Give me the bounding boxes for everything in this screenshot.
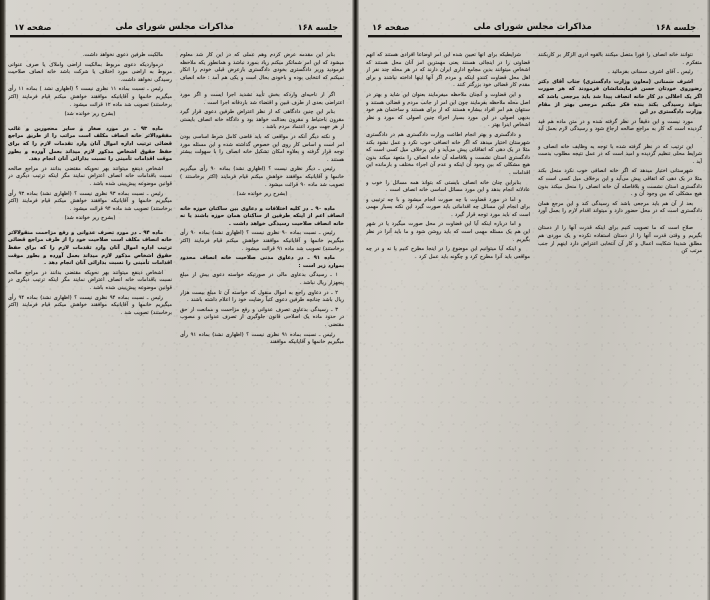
article-heading: ماده ۹۰ ـ در کلیه اختلافات و دعاوی بین ساکنان حوزه خانه انصاف اعم از اینکه طرفین از ساکنان همان حوزه باشند یا نه خانه انصاف صلاحیت رسیدگی خواهد داشت . bbox=[180, 205, 344, 227]
body-paragraph: و اینکه آیا میتوانیم این موضوع را در اینجا مطرح کنیم یا نه و در چه مواقعی باید آنرا مطرح کرد و چگونه باید عمل کرد . bbox=[366, 246, 530, 260]
book-gutter bbox=[352, 0, 359, 600]
page-left-header-rule bbox=[10, 35, 342, 37]
speaker-paragraph: رئیس ـ نسبت بماده ۹۴ نظری نیست ؟ (اظهاری نشد) بماده ۹۴ رأی میگیریم خانمها و آقایانیکه موافقند خواهش میکنم قیام فرمایند (اکثر برخاستند) تصویب شد . bbox=[8, 294, 172, 316]
body-paragraph: اگر از ناحیه‌ای واردکه بخش تأیید تشدید اجرا ایست و اگر مورد اعتراضی بعدی از طرف قبین و اقتضاء شد بازدقانه اجرا است . bbox=[180, 91, 344, 106]
page-right-header-rule bbox=[368, 35, 700, 37]
numbered-item: ۲ ـ در دعاوی راجع به اموال منقول که خواسته آن تا مبلغ بیست هزار ریال باشد چنانچه طرفین دعوی کتباً رضایت خود را اعلام داشته باشند . bbox=[180, 289, 344, 304]
text-column bbox=[538, 52, 702, 592]
body-paragraph: بعد از آن هم باید مرجعی باشد که رسیدگی کند و این مرجع همان دادگستری است که در محل حضور دارد و میتواند اقدام لازم را بعمل آورد . bbox=[538, 200, 702, 222]
page-right-page-label: صفحه ۱۶ bbox=[372, 22, 410, 32]
speaker-paragraph: رئیس ـ نسبت بماده ۹۳ نظری نیست ؟ (اظهاری نشد) بماده ۹۳ رأی میگیریم خانمها و آقایانیکه موافقند خواهش میکنم قیام فرمایند (اکثر برخاستند) تصویب شد ماده ۹۴ قرائت میشود . bbox=[8, 190, 172, 212]
stage-direction: (بشرح زیر خوانده شد) bbox=[64, 215, 116, 222]
page-right bbox=[358, 0, 710, 600]
scan-edge-left bbox=[0, 0, 6, 600]
speaker-paragraph: رئیس ـ نسبت بماده ۱۱ نظری نیست ؟ (اظهاری نشد ) بماده ۱۱ رأی میگیریم خانمها و آقایانیکه موافقند خواهش میکنم قیام فرمایند (اکثر برخاستند) تصویب شد ماده ۱۲ قرائت میشود . bbox=[8, 86, 172, 108]
body-paragraph: درمواردیکه دعوی مربوط بمالکیت اراضی واملاک یا صرف عنوانی مربوط به اراضی مورد اختلاف یا شرکت باشد خانه انصاف صلاحیت رسیدگی نخواهد داشت. bbox=[8, 61, 172, 83]
article-heading: ماده ۹۱ ـ در دعاوی مدنی صلاحیت خانه انصاف محدود بموارد زیر است : bbox=[180, 255, 344, 269]
text-column bbox=[180, 52, 344, 592]
body-paragraph: نتوانند خانه انصاف را فوراً متصل میکنند بالقوه ادری الزگار بر کاربکنند متفکرم . bbox=[538, 52, 702, 66]
body-paragraph: مالکیت طرفین دعوی نخواهد داشت. bbox=[82, 52, 163, 58]
body-paragraph: و اما در مورد قضاوت با چه صورت انجام میشود و با چه ترتیبی و برای انجام این مسائل چه اقداماتی باید صورت گیرد این نکته بسیار مهمی است که باید مورد توجه قرار گیرد . bbox=[366, 196, 530, 218]
page-left-center-title: مذاکرات مجلس شورای ملی bbox=[115, 22, 234, 32]
page-left-page-label: صفحه ۱۷ bbox=[14, 22, 52, 32]
article-heading: ماده ۹۳ ـ در مورد صغار و سایر محجورین و غائب مفقودالاثر خانه انصاف مکلف است مراتب را از طریق مراجع قضائی ترتیب اداره اموال آنان وارد تقدمات لازم را که برای حفظ حقوق اشخاص مذکور لازم میداند بعمل آورده و بطور موقت اقدامات تأمینی را نسبت بدارائی آنان انجام دهد. bbox=[8, 125, 172, 163]
body-paragraph: اشخاص ذینفع میتوانند بهر نحویکه مقتضی بدانند در مراجع صالحه نسبت باقدامات خانه انصاف اعتراض نمایند مگر اینکه ترتیب دیگری در قوانین موضوعه پیش‌بینی شده باشد . bbox=[8, 165, 172, 187]
numbered-item: ۳ ـ رسیدگی بدعاوی تصرف عدوانی و رفع مزاحمت و ممانعت از حق در حدود ماده یک اصلاحی قانون جلوگیری از تصرف عدوانی و مصوب مقتضی . bbox=[180, 306, 344, 328]
body-paragraph: اشخاص ذینفع میتوانند بهر نحویکه مقتضی بدانند در مراجع صالحه نسبت باقدامات خانه انصاف اعتراض نمایند مگر اینکه ترتیب دیگری در قوانین موضوعه پیش‌بینی شده باشد . bbox=[8, 269, 172, 292]
speaker-paragraph: رئیس ـ آقای اشرف سمنانی بفرمائید . bbox=[608, 69, 693, 76]
body-paragraph: این ترتیب که در نظر گرفته شده با توجه به وظایف خانه انصاف و شرایط محلی تنظیم گردیده و امید است که در عمل نتیجه مطلوب بدست آید . bbox=[538, 143, 702, 165]
article-heading: اشرف سمنانی (معاون وزارت دادگستری) جناب آقای دکتر رضوروی خودتان حسن فرمایشاتشان فرمودند که هر صورت اگر یک اخلالی در کار خانه انصاف پیدا شد باید مرجعی باشد که بتواند رسیدگی بکند بنده فکر میکنم مرجعی بهتر از مقام وزارت دادگستری در این bbox=[538, 78, 702, 116]
speaker-paragraph: رئیس ـ نسبت بماده ۹۱ نظری نیست ؟ (اظهاری نشد) بماده ۹۱ رأی میگیریم خانمها و آقایانیکه موافقند bbox=[180, 331, 344, 346]
page-left-header bbox=[10, 22, 342, 44]
page-right-header bbox=[368, 22, 700, 44]
body-paragraph: بنابر این مقدمه عرض کردم وهم عملی که در این کار شد معلوم میشود که این امر شماتکر میکنم زیاد بمورد نباشد و همانطور یکه ملاحظه فرمودید وزیر دادگستری بخودی دادگستری بازعرض قبلی خودم را انکار نمیکنم که انتخابی بوده و باخودی بحال است و یکی هم آمد : خانه انصاف . bbox=[180, 52, 344, 89]
body-paragraph: و دادگستری و بهتر انجام اطاعت وزارت دادگستری هم در دادگستری شهرستان اختیار میدهد که اگر خانه انصافی خوب نکرد و عمل نشود بکند مثلا در یک دهی که اتفاقاتی پیش می‌آید و این برخلاف میل کسی است که دادگستری استان نشست و بلافاصله آن خانه انصاف را متعهد میکند بدون هیچ مشکلی که بین وجود آن اینکه و عدم آن اجراء مختلف و بازمانده این اقدامات . bbox=[366, 131, 530, 176]
speaker-paragraph: رئیس ـ نسبت بماده ۹۰ نظری نیست ؟ (اظهاری نشد) بماده ۹۰ رأی میگیریم خانمها و آقایانیکه موافقند خواهش میکنم قیام فرمایند (اکثر برخاستند) تصویب شد ماده ۹۱ قرائت میشود . bbox=[180, 230, 344, 252]
page-left-session-label: جلسه ۱۶۸ bbox=[297, 22, 338, 32]
article-heading: ماده ۹۴ ـ در مورد تصرف عدوانی و رفع مزاحمت منقولالاثر خانه انصاف مکلف است صلاحیت خود را از طرف مراجع قضائی ترتیب اداره اموال آنان وارد تقدمات لازم را که برای حفظ حقوق اشخاص مذکور لازم میداند بعمل آورده و بطور موقت اقدامات تأمینی را نسبت بدارائی آنان انجام دهد . bbox=[8, 229, 172, 267]
stage-direction: (بشرح زیر خوانده شد) bbox=[236, 191, 288, 198]
body-paragraph: و این قضاوت و آنچنان ملاحظه میفرمایند بعنوان این شاید و بهتر در اصل محله ملاحظه بفرمایند چون این امر از جانب مردم و قضائی هستند و سنتهان هم امر افراد بیشاره هستند که از برای هستند و ساختمان هم خود بدیهی اصولی در این مورد بسیار اجراء چنین اصولی که مورد و نظر اشخاص اینرا بهتر . bbox=[366, 91, 530, 129]
body-paragraph: مورد نیست و این دقیقاً در نظر گرفته شده و در متن ماده هم قید گردیده است که کار به مراجع صالحه ارجاع شود و رسیدگی لازم بعمل آید . bbox=[538, 118, 702, 140]
page-right-columns bbox=[366, 52, 702, 592]
stage-direction: (بشرح زیر خوانده شد) bbox=[64, 111, 116, 118]
text-column bbox=[8, 52, 172, 592]
page-right-center-title: مذاکرات مجلس شورای ملی bbox=[473, 22, 592, 32]
page-right-session-label: جلسه ۱۶۸ bbox=[655, 22, 696, 32]
numbered-item: ۱ ـ رسیدگی بدعاوی مالی در صورتیکه خواسته دعوی بیش از مبلغ پنجهزار ریال نباشد . bbox=[180, 272, 344, 287]
body-paragraph: بنابر این چنین دادگاهی که از نظر اعتراض طرفین دعوی قرار گیرد مقرون باحتیاط و مقرون بعدالت خواهد بود و دادگاه خانه انصاف بایستی از هر جهت مورد اعتماد مردم باشد . bbox=[180, 109, 344, 131]
body-paragraph: شرایطیکه برای آنها تعیین شده این امر اوضاعاً افرادی هستند که آنهم قضاوتی را در اینجائی هستند یعنی مهمترین امر آنان محل هستند که اشخاص میتوانند بدین مجامع اداری ایران دارند که در هر محله چند نفر از اهل محل قضاوت کنندو اینکه و مردم اگر آنها اینها اداخته نباشند و برای مقدم کار قضائی خود بزرگتر کنند . bbox=[366, 52, 530, 89]
speaker-paragraph: رئیس ـ دیگر نظری نیست ؟ (اظهاری نشد) بماده ۹۰ رأی میگیریم خانمها و آقایانیکه موافقند خواهش میکنم قیام فرمایند (اکثر برخاستند ) تصویب شد ماده ۹۰ قرائت میشود . bbox=[180, 166, 344, 188]
page-left-columns bbox=[8, 52, 344, 592]
body-paragraph: و اما درباره اینکه آیا این قضاوت در محل صورت میگیرد یا در شهر این هم یک مسئله مهمی است که باید روشن شود و ما باید آنرا در نظر بگیریم . bbox=[366, 221, 530, 243]
body-paragraph: شهرستانی اختیار میدهد که اگر خانه انصافی خوب نکرد منحل بکند مثلا در یک دهی که اتفاقی پیش می‌آید و این برخلاف میل کسی است که دادگستری استان نشست و بلافاصله آن خانه انصاف را منحل میکند بدون هیچ مشکلی که بین وجود آن و . bbox=[538, 168, 702, 198]
text-column bbox=[366, 52, 530, 592]
page-left bbox=[0, 0, 352, 600]
body-paragraph: و نکته دیگر آنکه در مواقعی که باید قاضی کامل شرط اساسی بودن امر است و اساس کار روی این خصوص گذاشته شده و این مسئله مورد توجه قرار گرفته و بعلاوه امکان تشکیل خانه انصاف را با سهولت بیشتر هستند . bbox=[180, 133, 344, 163]
body-paragraph: صلاح است که ما تصویب کنیم برای اینکه قدرت آنها را از دستان بگیریم و وقتی قدرت آنها را از دستان استفاده نکرده و یک موردی هم مطلق شدیدا شکایت اعمال و کار آن آنتخابی اعتراض دارد اینهم از جنب مرتب کن bbox=[538, 225, 702, 255]
body-paragraph: بنابراین چنان خانه انصاف بایستی که بتواند همه مسائل را خوب و عادلانه انجام بدهد و این مورد مسائل اساسی خانه انصاف است . bbox=[366, 179, 530, 194]
